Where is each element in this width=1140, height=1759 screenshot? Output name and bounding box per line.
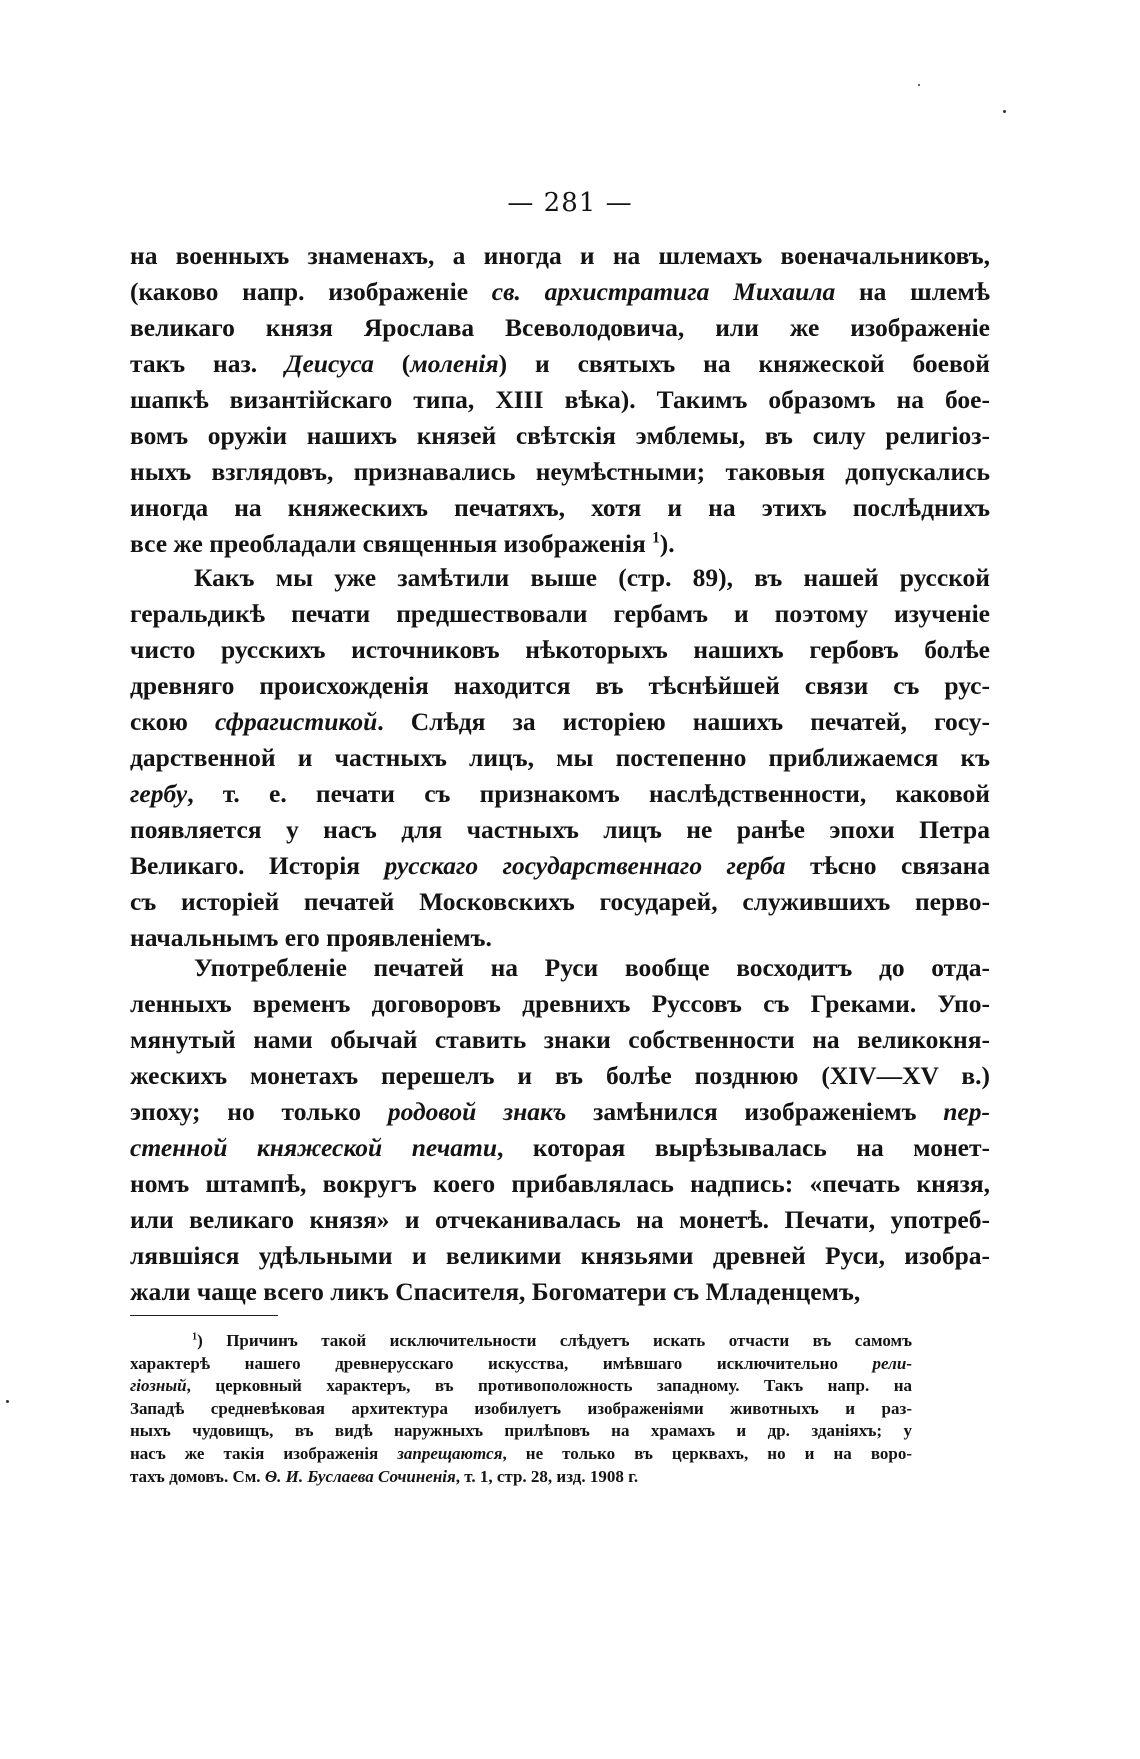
text-run: (каково напр. изображенiе [130, 277, 492, 306]
text-line [130, 1466, 912, 1489]
footnote-reference: 1 [652, 529, 660, 547]
text-line [130, 848, 990, 884]
text-run: все же преобладали священныя изображенiя [130, 529, 653, 558]
text-run: тахъ домовъ. См. [130, 1466, 265, 1486]
text-line: чисто русскихъ источниковъ нѣкоторыхъ нашихъ гербовъ болѣе [130, 635, 990, 664]
text-line: ныхъ чудовищъ, въ видѣ наружныхъ прилѣповъ на храмахъ и др. зданiяхъ; у [130, 1421, 912, 1441]
text-line: Какъ мы уже замѣтили выше (стр. 89), въ нашей русской [194, 563, 990, 592]
text-run: скою [130, 707, 216, 736]
text-line: иногда на княжескихъ печатяхъ, хотя и на этихъ послѣднихъ [130, 493, 990, 522]
text-line: съ исторiей печатей Московскихъ государей, служившихъ перво- [130, 887, 990, 916]
text-run: ). [659, 529, 675, 558]
scan-speck [1003, 110, 1006, 113]
text-run: тѣсно связана [785, 851, 991, 880]
text-line: Употребленiе печатей на Руси вообще восходитъ до отда- [194, 953, 990, 982]
text-line [130, 1443, 912, 1466]
text-line [130, 1353, 912, 1376]
text-line: геральдикѣ печати предшествовали гербамъ и поэтому изученiе [130, 599, 990, 628]
text-run: , т. е. печати съ признакомъ наслѣдственности, каковой [187, 779, 990, 808]
page-number: — 281 — [507, 188, 633, 218]
footnote-divider [130, 1315, 278, 1316]
text-run: , т. 1, стр. 28, изд. 1908 г. [455, 1466, 639, 1486]
italic-phrase: родовой знакъ [387, 1097, 567, 1126]
text-run: , церковный характеръ, въ противоположность западному. Такъ напр. на [186, 1376, 912, 1396]
italic-phrase: гiозный [130, 1376, 187, 1396]
text-line [130, 1375, 912, 1398]
paragraph-1 [130, 238, 990, 562]
text-line: Западѣ средневѣковая архитектура изобилуетъ изображенiями животныхъ и раз- [130, 1398, 912, 1418]
text-run: , не только въ церквахъ, но и на воро- [502, 1443, 912, 1463]
text-line [130, 1094, 990, 1130]
text-line: ленныхъ временъ договоровъ древнихъ Руссовъ съ Греками. Упо- [130, 989, 990, 1018]
text-run: эпоху; но только [130, 1097, 388, 1126]
italic-phrase: моленiя [410, 349, 499, 378]
text-line: великаго князя Ярослава Всеволодовича, или же изображенiе [130, 313, 990, 342]
scan-speck [918, 84, 920, 86]
text-line: дарственной и частныхъ лицъ, мы постепенно приближаемся къ [130, 743, 990, 772]
text-run: характерѣ нашего древнерусскаго искусства, имѣвшаго исключительно [130, 1353, 873, 1373]
italic-phrase: рели- [872, 1353, 912, 1373]
footnote-marker: 1 [192, 1331, 198, 1343]
text-line: жали чаще всего ликъ Спасителя, Богоматери съ Младенцемъ, [130, 1277, 861, 1306]
text-line: древняго происхожденiя находится въ тѣснѣйшей связи съ рус- [130, 671, 990, 700]
italic-phrase: св. архистратига Михаила [491, 277, 836, 306]
scan-speck [6, 1400, 9, 1403]
text-line [130, 346, 990, 382]
paragraph-3 [130, 950, 990, 1310]
paragraph-2 [130, 560, 990, 956]
text-line: или великаго князя» и отчеканивалась на монетѣ. Печати, употреб- [130, 1205, 990, 1234]
text-run: . Слѣдя за исторiею нашихъ печатей, госу- [377, 707, 990, 736]
text-line: $^1$) Причинъ такой исключительности слѣдуетъ искать отчасти въ самомъ [192, 1331, 912, 1350]
text-line: жескихъ монетахъ перешелъ и въ болѣе позднюю (XIV—XV в.) [130, 1061, 990, 1090]
text-run: насъ же такiя изображенiя [130, 1443, 398, 1463]
italic-phrase: гербу [130, 779, 188, 808]
text-line: номъ штампѣ, вокругъ коего прибавлялась надпись: «печать князя, [130, 1169, 990, 1198]
text-line: вомъ оружiи нашихъ князей свѣтскiя эмблемы, въ силу религioз- [130, 421, 990, 450]
text-line: шапкѣ византiйскаго типа, XIII вѣка). Такимъ образомъ на бое- [130, 385, 990, 414]
text-line [130, 776, 990, 812]
italic-phrase: стенной княжеской печати [130, 1133, 498, 1162]
text-line: мянутый нами обычай ставить знаки собственности на великокня- [130, 1025, 990, 1054]
text-run: на шлемѣ [835, 277, 990, 306]
italic-phrase: сфрагистикой [215, 707, 378, 736]
text-line: начальнымъ его проявленiемъ. [130, 923, 492, 952]
text-line [130, 526, 990, 562]
text-run: замѣнился изображенiемъ [566, 1097, 944, 1126]
text-line [130, 1130, 990, 1166]
text-line: ныхъ взглядовъ, признавались неумѣстными; таковыя допускались [130, 457, 990, 486]
text-line [130, 704, 990, 740]
text-line: появляется у насъ для частныхъ лицъ не ранѣе эпохи Петра [130, 815, 990, 844]
italic-phrase: русскаго государственнаго герба [384, 851, 786, 880]
text-line: на военныхъ знаменахъ, а иногда и на шлемахъ военачальниковъ, [130, 241, 990, 270]
italic-phrase: пер- [943, 1097, 990, 1126]
text-run: ) и святыхъ на княжеской боевой [498, 349, 990, 378]
text-line: лявшiяся удѣльными и великими князьями древней Руси, изобра- [130, 1241, 990, 1270]
text-run: , которая вырѣзывалась на монет- [497, 1133, 990, 1162]
text-run: такъ наз. [130, 349, 286, 378]
text-run: Великаго. Исторiя [130, 851, 385, 880]
italic-phrase: Деисуса [285, 349, 374, 378]
text-run: ( [373, 349, 411, 378]
italic-phrase: Ѳ. И. Буслаева Сочиненiя [264, 1466, 456, 1486]
text-line [130, 274, 990, 310]
italic-phrase: запрещаются [397, 1443, 503, 1463]
footnote [130, 1330, 912, 1488]
